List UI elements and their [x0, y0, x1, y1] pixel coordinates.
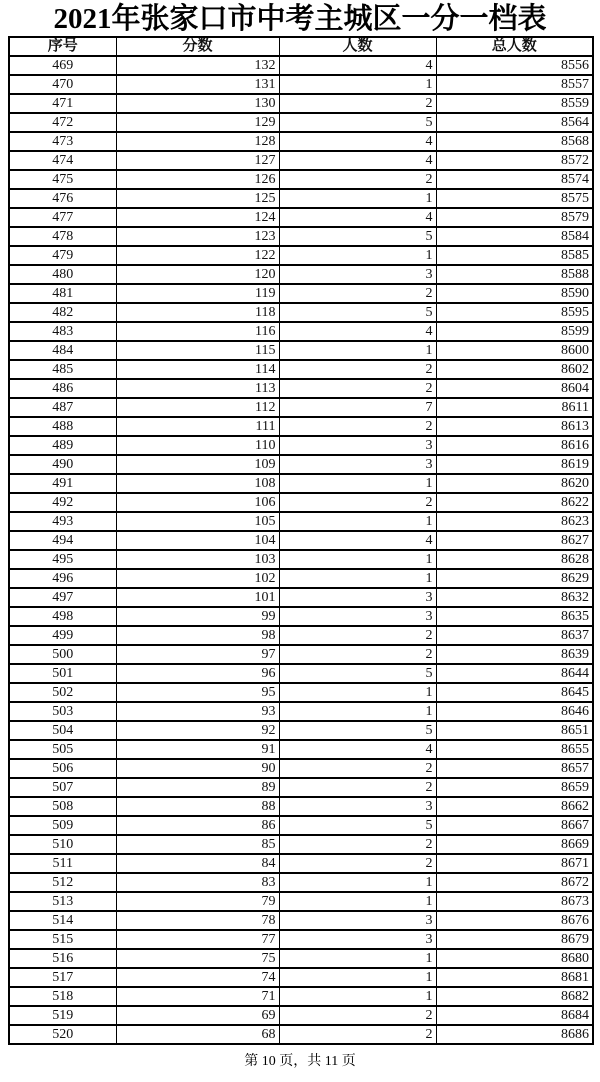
- cell-count: 5: [279, 816, 436, 835]
- cell-serial: 482: [9, 303, 116, 322]
- cell-count: 5: [279, 303, 436, 322]
- cell-count: 2: [279, 1025, 436, 1044]
- cell-serial: 484: [9, 341, 116, 360]
- cell-cumulative: 8632: [436, 588, 593, 607]
- cell-score: 122: [116, 246, 279, 265]
- cell-count: 4: [279, 132, 436, 151]
- cell-count: 3: [279, 607, 436, 626]
- cell-count: 1: [279, 987, 436, 1006]
- cell-cumulative: 8655: [436, 740, 593, 759]
- header-row: [9, 37, 593, 56]
- cell-cumulative: 8604: [436, 379, 593, 398]
- cell-cumulative: 8622: [436, 493, 593, 512]
- table-row: [9, 645, 593, 664]
- table-row: [9, 284, 593, 303]
- cell-score: 104: [116, 531, 279, 550]
- cell-score: 112: [116, 398, 279, 417]
- table-row: [9, 721, 593, 740]
- cell-count: 2: [279, 835, 436, 854]
- score-table: [8, 36, 594, 1045]
- cell-cumulative: 8629: [436, 569, 593, 588]
- cell-score: 111: [116, 417, 279, 436]
- cell-score: 131: [116, 75, 279, 94]
- cell-serial: 511: [9, 854, 116, 873]
- cell-cumulative: 8590: [436, 284, 593, 303]
- cell-serial: 479: [9, 246, 116, 265]
- table-row: [9, 75, 593, 94]
- cell-serial: 509: [9, 816, 116, 835]
- cell-score: 110: [116, 436, 279, 455]
- table-row: [9, 151, 593, 170]
- table-row: [9, 683, 593, 702]
- cell-serial: 471: [9, 94, 116, 113]
- document-page: [0, 2, 600, 1070]
- cell-cumulative: 8588: [436, 265, 593, 284]
- cell-cumulative: 8620: [436, 474, 593, 493]
- cell-count: 4: [279, 531, 436, 550]
- cell-cumulative: 8557: [436, 75, 593, 94]
- cell-score: 99: [116, 607, 279, 626]
- cell-score: 129: [116, 113, 279, 132]
- table-row: [9, 132, 593, 151]
- cell-count: 5: [279, 227, 436, 246]
- cell-count: 2: [279, 284, 436, 303]
- cell-count: 1: [279, 873, 436, 892]
- table-row: [9, 702, 593, 721]
- cell-count: 2: [279, 759, 436, 778]
- cell-count: 2: [279, 379, 436, 398]
- cell-score: 124: [116, 208, 279, 227]
- table-row: [9, 303, 593, 322]
- cell-count: 1: [279, 474, 436, 493]
- cell-score: 91: [116, 740, 279, 759]
- cell-score: 118: [116, 303, 279, 322]
- table-row: [9, 987, 593, 1006]
- table-row: [9, 816, 593, 835]
- cell-score: 113: [116, 379, 279, 398]
- cell-serial: 490: [9, 455, 116, 474]
- table-row: [9, 493, 593, 512]
- table-row: [9, 835, 593, 854]
- cell-serial: 515: [9, 930, 116, 949]
- cell-serial: 502: [9, 683, 116, 702]
- cell-serial: 492: [9, 493, 116, 512]
- cell-serial: 506: [9, 759, 116, 778]
- cell-score: 77: [116, 930, 279, 949]
- column-header-serial: 序号: [9, 37, 116, 56]
- cell-cumulative: 8559: [436, 94, 593, 113]
- page-footer: 第 10 页，共 11 页: [244, 1054, 356, 1069]
- cell-cumulative: 8635: [436, 607, 593, 626]
- cell-cumulative: 8568: [436, 132, 593, 151]
- cell-cumulative: 8616: [436, 436, 593, 455]
- cell-count: 3: [279, 911, 436, 930]
- cell-score: 92: [116, 721, 279, 740]
- cell-cumulative: 8600: [436, 341, 593, 360]
- table-row: [9, 360, 593, 379]
- table-row: [9, 740, 593, 759]
- cell-serial: 469: [9, 56, 116, 75]
- cell-score: 88: [116, 797, 279, 816]
- cell-score: 75: [116, 949, 279, 968]
- table-row: [9, 512, 593, 531]
- cell-count: 1: [279, 550, 436, 569]
- table-row: [9, 322, 593, 341]
- cell-serial: 495: [9, 550, 116, 569]
- cell-serial: 520: [9, 1025, 116, 1044]
- cell-score: 101: [116, 588, 279, 607]
- cell-cumulative: 8639: [436, 645, 593, 664]
- cell-serial: 494: [9, 531, 116, 550]
- cell-score: 71: [116, 987, 279, 1006]
- cell-count: 2: [279, 170, 436, 189]
- cell-score: 125: [116, 189, 279, 208]
- cell-count: 4: [279, 151, 436, 170]
- cell-cumulative: 8667: [436, 816, 593, 835]
- cell-cumulative: 8556: [436, 56, 593, 75]
- table-row: [9, 664, 593, 683]
- cell-serial: 497: [9, 588, 116, 607]
- cell-count: 1: [279, 189, 436, 208]
- cell-score: 78: [116, 911, 279, 930]
- table-row: [9, 1006, 593, 1025]
- cell-serial: 493: [9, 512, 116, 531]
- table-row: [9, 113, 593, 132]
- cell-serial: 508: [9, 797, 116, 816]
- cell-serial: 499: [9, 626, 116, 645]
- cell-count: 3: [279, 455, 436, 474]
- cell-score: 84: [116, 854, 279, 873]
- cell-cumulative: 8662: [436, 797, 593, 816]
- table-row: [9, 455, 593, 474]
- cell-serial: 478: [9, 227, 116, 246]
- cell-cumulative: 8669: [436, 835, 593, 854]
- column-header-cumulative: 总人数: [436, 37, 593, 56]
- cell-score: 119: [116, 284, 279, 303]
- cell-count: 2: [279, 778, 436, 797]
- cell-count: 3: [279, 265, 436, 284]
- cell-serial: 474: [9, 151, 116, 170]
- cell-serial: 491: [9, 474, 116, 493]
- cell-cumulative: 8602: [436, 360, 593, 379]
- cell-cumulative: 8613: [436, 417, 593, 436]
- cell-count: 1: [279, 569, 436, 588]
- cell-serial: 517: [9, 968, 116, 987]
- cell-score: 89: [116, 778, 279, 797]
- cell-cumulative: 8676: [436, 911, 593, 930]
- cell-score: 79: [116, 892, 279, 911]
- cell-count: 5: [279, 113, 436, 132]
- cell-cumulative: 8575: [436, 189, 593, 208]
- table-row: [9, 56, 593, 75]
- cell-cumulative: 8686: [436, 1025, 593, 1044]
- cell-serial: 516: [9, 949, 116, 968]
- cell-score: 105: [116, 512, 279, 531]
- cell-cumulative: 8574: [436, 170, 593, 189]
- cell-cumulative: 8628: [436, 550, 593, 569]
- cell-count: 3: [279, 588, 436, 607]
- cell-score: 86: [116, 816, 279, 835]
- cell-score: 98: [116, 626, 279, 645]
- cell-cumulative: 8680: [436, 949, 593, 968]
- cell-cumulative: 8599: [436, 322, 593, 341]
- cell-cumulative: 8644: [436, 664, 593, 683]
- cell-score: 95: [116, 683, 279, 702]
- cell-cumulative: 8645: [436, 683, 593, 702]
- cell-count: 2: [279, 1006, 436, 1025]
- cell-cumulative: 8673: [436, 892, 593, 911]
- cell-serial: 503: [9, 702, 116, 721]
- cell-score: 103: [116, 550, 279, 569]
- table-row: [9, 968, 593, 987]
- page-title: 2021年张家口市中考主城区一分一档表: [53, 3, 547, 35]
- cell-count: 2: [279, 854, 436, 873]
- cell-score: 83: [116, 873, 279, 892]
- cell-serial: 518: [9, 987, 116, 1006]
- cell-count: 3: [279, 797, 436, 816]
- table-row: [9, 94, 593, 113]
- cell-cumulative: 8672: [436, 873, 593, 892]
- cell-score: 74: [116, 968, 279, 987]
- table-body: [9, 56, 593, 1044]
- cell-serial: 512: [9, 873, 116, 892]
- cell-cumulative: 8637: [436, 626, 593, 645]
- cell-score: 130: [116, 94, 279, 113]
- cell-serial: 513: [9, 892, 116, 911]
- cell-score: 132: [116, 56, 279, 75]
- table-row: [9, 265, 593, 284]
- cell-serial: 475: [9, 170, 116, 189]
- table-row: [9, 607, 593, 626]
- cell-cumulative: 8627: [436, 531, 593, 550]
- table-row: [9, 170, 593, 189]
- cell-serial: 504: [9, 721, 116, 740]
- cell-cumulative: 8564: [436, 113, 593, 132]
- cell-count: 3: [279, 436, 436, 455]
- cell-count: 5: [279, 721, 436, 740]
- table-row: [9, 436, 593, 455]
- cell-score: 69: [116, 1006, 279, 1025]
- cell-serial: 488: [9, 417, 116, 436]
- cell-serial: 477: [9, 208, 116, 227]
- table-row: [9, 911, 593, 930]
- cell-score: 109: [116, 455, 279, 474]
- cell-count: 4: [279, 208, 436, 227]
- cell-serial: 486: [9, 379, 116, 398]
- cell-score: 85: [116, 835, 279, 854]
- cell-serial: 470: [9, 75, 116, 94]
- table-row: [9, 778, 593, 797]
- cell-serial: 480: [9, 265, 116, 284]
- cell-count: 3: [279, 930, 436, 949]
- cell-count: 2: [279, 493, 436, 512]
- cell-serial: 507: [9, 778, 116, 797]
- table-row: [9, 588, 593, 607]
- cell-count: 7: [279, 398, 436, 417]
- cell-count: 1: [279, 892, 436, 911]
- table-row: [9, 474, 593, 493]
- cell-score: 108: [116, 474, 279, 493]
- cell-cumulative: 8611: [436, 398, 593, 417]
- cell-serial: 519: [9, 1006, 116, 1025]
- cell-serial: 487: [9, 398, 116, 417]
- table-row: [9, 892, 593, 911]
- cell-cumulative: 8657: [436, 759, 593, 778]
- cell-count: 1: [279, 949, 436, 968]
- cell-score: 96: [116, 664, 279, 683]
- cell-cumulative: 8619: [436, 455, 593, 474]
- cell-count: 4: [279, 56, 436, 75]
- cell-score: 102: [116, 569, 279, 588]
- table-row: [9, 208, 593, 227]
- cell-count: 2: [279, 645, 436, 664]
- cell-score: 90: [116, 759, 279, 778]
- cell-serial: 505: [9, 740, 116, 759]
- cell-cumulative: 8579: [436, 208, 593, 227]
- cell-serial: 514: [9, 911, 116, 930]
- cell-cumulative: 8684: [436, 1006, 593, 1025]
- cell-count: 4: [279, 740, 436, 759]
- cell-score: 127: [116, 151, 279, 170]
- table-row: [9, 227, 593, 246]
- cell-count: 1: [279, 683, 436, 702]
- table-row: [9, 569, 593, 588]
- table-row: [9, 341, 593, 360]
- table-header: [9, 37, 593, 56]
- cell-count: 1: [279, 968, 436, 987]
- column-header-count: 人数: [279, 37, 436, 56]
- cell-count: 2: [279, 94, 436, 113]
- table-row: [9, 759, 593, 778]
- column-header-score: 分数: [116, 37, 279, 56]
- table-row: [9, 379, 593, 398]
- cell-score: 115: [116, 341, 279, 360]
- cell-serial: 510: [9, 835, 116, 854]
- cell-cumulative: 8679: [436, 930, 593, 949]
- cell-count: 1: [279, 341, 436, 360]
- cell-cumulative: 8651: [436, 721, 593, 740]
- cell-count: 2: [279, 360, 436, 379]
- cell-serial: 472: [9, 113, 116, 132]
- cell-count: 1: [279, 75, 436, 94]
- cell-cumulative: 8572: [436, 151, 593, 170]
- table-row: [9, 531, 593, 550]
- cell-cumulative: 8671: [436, 854, 593, 873]
- table-row: [9, 797, 593, 816]
- cell-cumulative: 8646: [436, 702, 593, 721]
- table-row: [9, 417, 593, 436]
- cell-score: 128: [116, 132, 279, 151]
- cell-count: 4: [279, 322, 436, 341]
- cell-cumulative: 8584: [436, 227, 593, 246]
- cell-count: 1: [279, 512, 436, 531]
- cell-serial: 498: [9, 607, 116, 626]
- cell-count: 1: [279, 702, 436, 721]
- cell-score: 97: [116, 645, 279, 664]
- cell-score: 114: [116, 360, 279, 379]
- cell-cumulative: 8595: [436, 303, 593, 322]
- cell-score: 93: [116, 702, 279, 721]
- table-row: [9, 949, 593, 968]
- table-row: [9, 930, 593, 949]
- table-row: [9, 550, 593, 569]
- cell-cumulative: 8585: [436, 246, 593, 265]
- table-row: [9, 873, 593, 892]
- cell-score: 120: [116, 265, 279, 284]
- table-row: [9, 398, 593, 417]
- table-row: [9, 1025, 593, 1044]
- cell-score: 123: [116, 227, 279, 246]
- cell-count: 5: [279, 664, 436, 683]
- cell-serial: 500: [9, 645, 116, 664]
- cell-count: 2: [279, 626, 436, 645]
- cell-cumulative: 8682: [436, 987, 593, 1006]
- table-row: [9, 854, 593, 873]
- cell-score: 68: [116, 1025, 279, 1044]
- cell-serial: 473: [9, 132, 116, 151]
- table-row: [9, 246, 593, 265]
- cell-count: 2: [279, 417, 436, 436]
- cell-score: 116: [116, 322, 279, 341]
- cell-cumulative: 8681: [436, 968, 593, 987]
- cell-serial: 496: [9, 569, 116, 588]
- cell-cumulative: 8623: [436, 512, 593, 531]
- cell-score: 106: [116, 493, 279, 512]
- table-row: [9, 626, 593, 645]
- cell-serial: 501: [9, 664, 116, 683]
- table-row: [9, 189, 593, 208]
- cell-serial: 476: [9, 189, 116, 208]
- cell-serial: 485: [9, 360, 116, 379]
- cell-serial: 481: [9, 284, 116, 303]
- cell-serial: 489: [9, 436, 116, 455]
- cell-count: 1: [279, 246, 436, 265]
- cell-score: 126: [116, 170, 279, 189]
- cell-cumulative: 8659: [436, 778, 593, 797]
- cell-serial: 483: [9, 322, 116, 341]
